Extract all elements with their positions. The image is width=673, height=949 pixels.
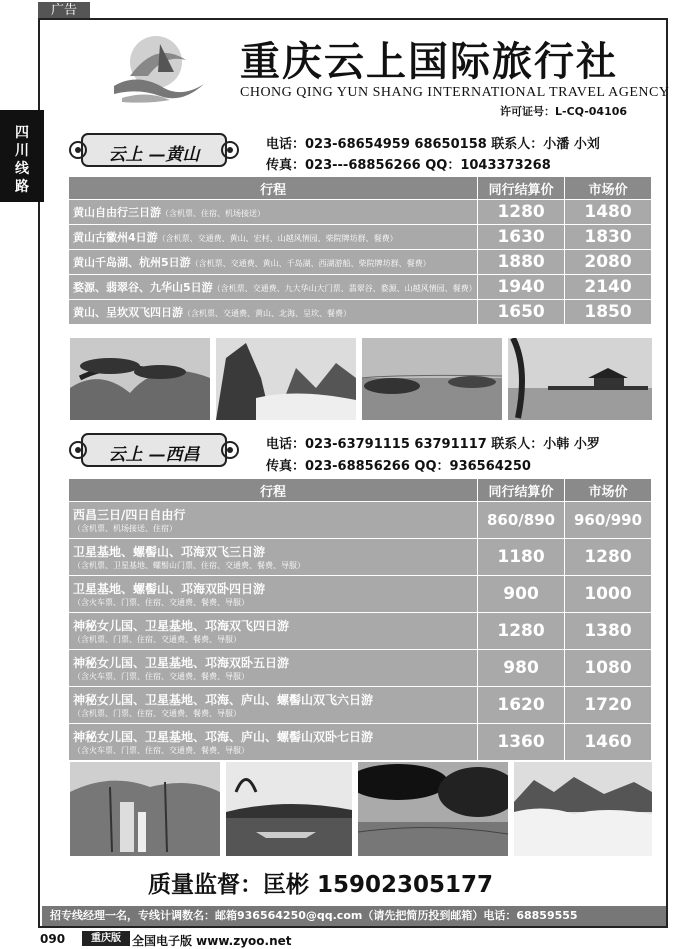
photo-west-lake-pavilion [508,338,652,420]
route-inclusions: （含机票、交通费、黄山、北海、呈坎、餐费） [183,309,351,318]
trade-price: 1940 [478,275,565,300]
trade-price: 1180 [478,539,565,576]
quality-supervision: 质量监督：匡彬 15902305177 [148,872,494,898]
route-title: 卫星基地、螺髻山、邛海双卧四日游 [73,582,266,596]
company-logo [108,32,208,104]
trade-price: 980 [478,650,565,687]
table-row [69,650,652,687]
recruitment-banner: 招专线经理一名，专线计调数名：邮箱936564250@qq.com（请先把简历投到邮箱）电话：68859555 [42,906,666,926]
route-title: 黄山自由行三日游 [73,206,161,219]
trade-price: 1880 [478,250,565,275]
side-tab-sichuan [0,110,44,202]
route-inclusions: （含火车票、门票、住宿、交通费、餐费、导服） [73,746,249,755]
route-title: 西昌三日/四日自由行 [73,508,186,522]
route-name [69,576,478,613]
photo-lugu-lake [226,762,352,856]
trade-price: 1280 [478,200,565,225]
side-tab-char: 四 [15,125,29,141]
contact-fax-2: 传真：023-68856266 QQ：936564250 [266,459,531,474]
route-name [69,300,478,325]
route-inclusions: （含机票、机场接送、住宿） [73,524,177,533]
photo-qiandao-lake [362,338,502,420]
market-price: 1280 [565,539,652,576]
side-tab-char: 路 [15,179,29,195]
market-price: 1850 [565,300,652,325]
table-header-row [69,479,652,502]
edition-badge: 重庆版 [82,931,130,946]
route-inclusions: （含火车票、门票、住宿、交通费、餐费、导服） [73,672,249,681]
license-number: 许可证号：L-CQ-04106 [500,105,628,118]
side-tab-char: 线 [15,161,29,177]
col-header-route: 行程 [69,177,478,200]
table-row [69,613,652,650]
contact-phone-1: 电话：023-68654959 68650158 联系人：小潘 小刘 [266,137,600,152]
table-row [69,225,652,250]
site-link[interactable]: 全国电子版 www.zyoo.net [132,934,292,948]
table-row [69,724,652,761]
trade-price: 1280 [478,613,565,650]
route-title: 神秘女儿国、卫星基地、邛海、庐山、螺髻山双卧七日游 [73,730,374,744]
route-title: 神秘女儿国、卫星基地、邛海双飞四日游 [73,619,290,633]
trade-price: 1630 [478,225,565,250]
route-name [69,539,478,576]
trade-price: 860/890 [478,502,565,539]
market-price: 1720 [565,687,652,724]
route-name [69,724,478,761]
contact-fax-1: 传真：023---68856266 QQ：1043373268 [266,158,551,173]
route-name [69,275,478,300]
table-row [69,275,652,300]
route-inclusions: （含机票、门票、住宿、交通费、餐费、导服） [73,635,241,644]
market-price: 2080 [565,250,652,275]
col-header-route: 行程 [69,479,478,502]
route-title: 黄山古徽州4日游 [73,231,158,244]
market-price: 2140 [565,275,652,300]
route-inclusions: （含机票、交通费、黄山、千岛湖、西湖游船、柴院牌坊群、餐费） [190,259,431,268]
market-price: 1460 [565,724,652,761]
route-name [69,687,478,724]
side-tab-char: 川 [15,143,29,159]
market-price: 1000 [565,576,652,613]
table-row [69,300,652,325]
trade-price: 900 [478,576,565,613]
col-header-trade-price: 同行结算价 [478,479,565,502]
contact-phone-2: 电话：023-63791115 63791117 联系人：小韩 小罗 [266,437,600,452]
route-title: 黄山、呈坎双飞四日游 [73,306,183,319]
trade-price: 1620 [478,687,565,724]
route-name [69,502,478,539]
route-inclusions: （含机票、卫星基地、螺髻山门票、住宿、交通费、餐费、导服） [73,561,305,570]
route-name [69,225,478,250]
market-price: 1380 [565,613,652,650]
table-row [69,502,652,539]
section-badge-huangshan: 云上 —黄山 [108,145,200,165]
photo-satellite-base [70,762,220,856]
photo-huangshan-pine [70,338,210,420]
ad-tag: 广告 [38,2,90,20]
route-name [69,613,478,650]
market-price: 1080 [565,650,652,687]
company-name-en: CHONG QING YUN SHANG INTERNATIONAL TRAVEL AGENCY [240,85,670,100]
col-header-market-price: 市场价 [565,177,652,200]
route-inclusions: （含机票、门票、住宿、交通费、餐费、导服） [73,709,241,718]
photo-sea-of-clouds [514,762,652,856]
section-badge-xichang: 云上 —西昌 [108,445,200,465]
route-inclusions: （含机票、交通费、九大华山大门票、翡翠谷、婺源、山越风情园、餐费） [212,284,477,293]
route-table-huangshan [68,176,652,325]
table-row [69,250,652,275]
table-header-row [69,177,652,200]
col-header-market-price: 市场价 [565,479,652,502]
route-name [69,250,478,275]
route-title: 婺源、翡翠谷、九华山5日游 [73,281,213,294]
table-row [69,539,652,576]
market-price: 1480 [565,200,652,225]
trade-price: 1360 [478,724,565,761]
route-inclusions: （含机票、交通费、黄山、宏村、山越风情园、柴院牌坊群、餐费） [157,234,398,243]
table-row [69,687,652,724]
route-title: 卫星基地、螺髻山、邛海双飞三日游 [73,545,266,559]
photo-huangshan-peaks [216,338,356,420]
market-price: 1830 [565,225,652,250]
route-title: 神秘女儿国、卫星基地、邛海双卧五日游 [73,656,290,670]
route-title: 黄山千岛湖、杭州5日游 [73,256,191,269]
route-inclusions: （含机票、住宿、机场接送） [161,209,265,218]
trade-price: 1650 [478,300,565,325]
company-name: 重庆云上国际旅行社 [240,39,618,85]
route-title: 神秘女儿国、卫星基地、邛海、庐山、螺髻山双飞六日游 [73,693,374,707]
table-row [69,576,652,613]
photo-qionghai-trees [358,762,508,856]
route-inclusions: （含火车票、门票、住宿、交通费、餐费、导服） [73,598,249,607]
table-row [69,200,652,225]
page-number: 090 [40,932,66,946]
market-price: 960/990 [565,502,652,539]
route-name [69,650,478,687]
route-table-xichang [68,478,652,761]
col-header-trade-price: 同行结算价 [478,177,565,200]
route-name [69,200,478,225]
